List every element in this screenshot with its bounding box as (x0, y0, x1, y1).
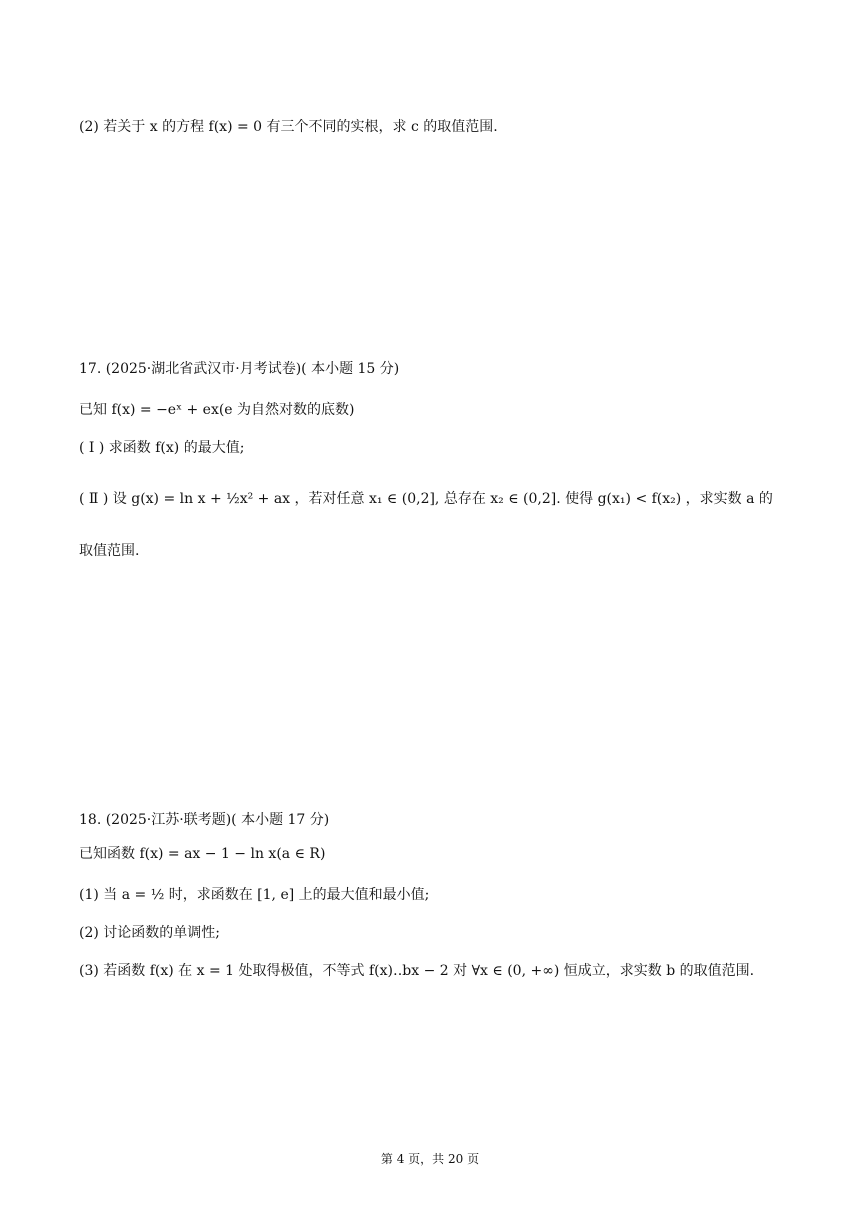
q17-part2-line1: ( Ⅱ ) 设 g(x) = ln x + ½x² + ax ，若对任意 x₁ ∈ (0,2], 总存在 x₂ ∈ (0,2]. 使得 g(x₁) < f(x₂) ，求实数 a 的 (79, 491, 773, 507)
q17-part1: ( Ⅰ ) 求函数 f(x) 的最大值; (79, 440, 245, 456)
q16-part2-text: (2) 若关于 x 的方程 f(x) = 0 有三个不同的实根，求 c 的取值范围. (79, 119, 498, 135)
page-footer: 第 4 页，共 20 页 (380, 1152, 480, 1166)
q17-header: 17. (2025·湖北省武汉市·月考试卷)( 本小题 15 分) (79, 361, 400, 377)
q17-intro: 已知 f(x) = −eˣ + ex(e 为自然对数的底数) (79, 402, 355, 418)
q18-part2: (2) 讨论函数的单调性; (79, 925, 220, 941)
q18-intro: 已知函数 f(x) = ax − 1 − ln x(a ∈ R) (79, 846, 326, 862)
q17-part2-line2: 取值范围. (79, 543, 140, 559)
q18-part3: (3) 若函数 f(x) 在 x = 1 处取得极值，不等式 f(x)‥bx − 2 对 ∀x ∈ (0, +∞) 恒成立，求实数 b 的取值范围. (79, 963, 755, 979)
q18-header: 18. (2025·江苏·联考题)( 本小题 17 分) (79, 812, 330, 828)
q18-part1: (1) 当 a = ½ 时，求函数在 [1, e] 上的最大值和最小值; (79, 887, 430, 903)
